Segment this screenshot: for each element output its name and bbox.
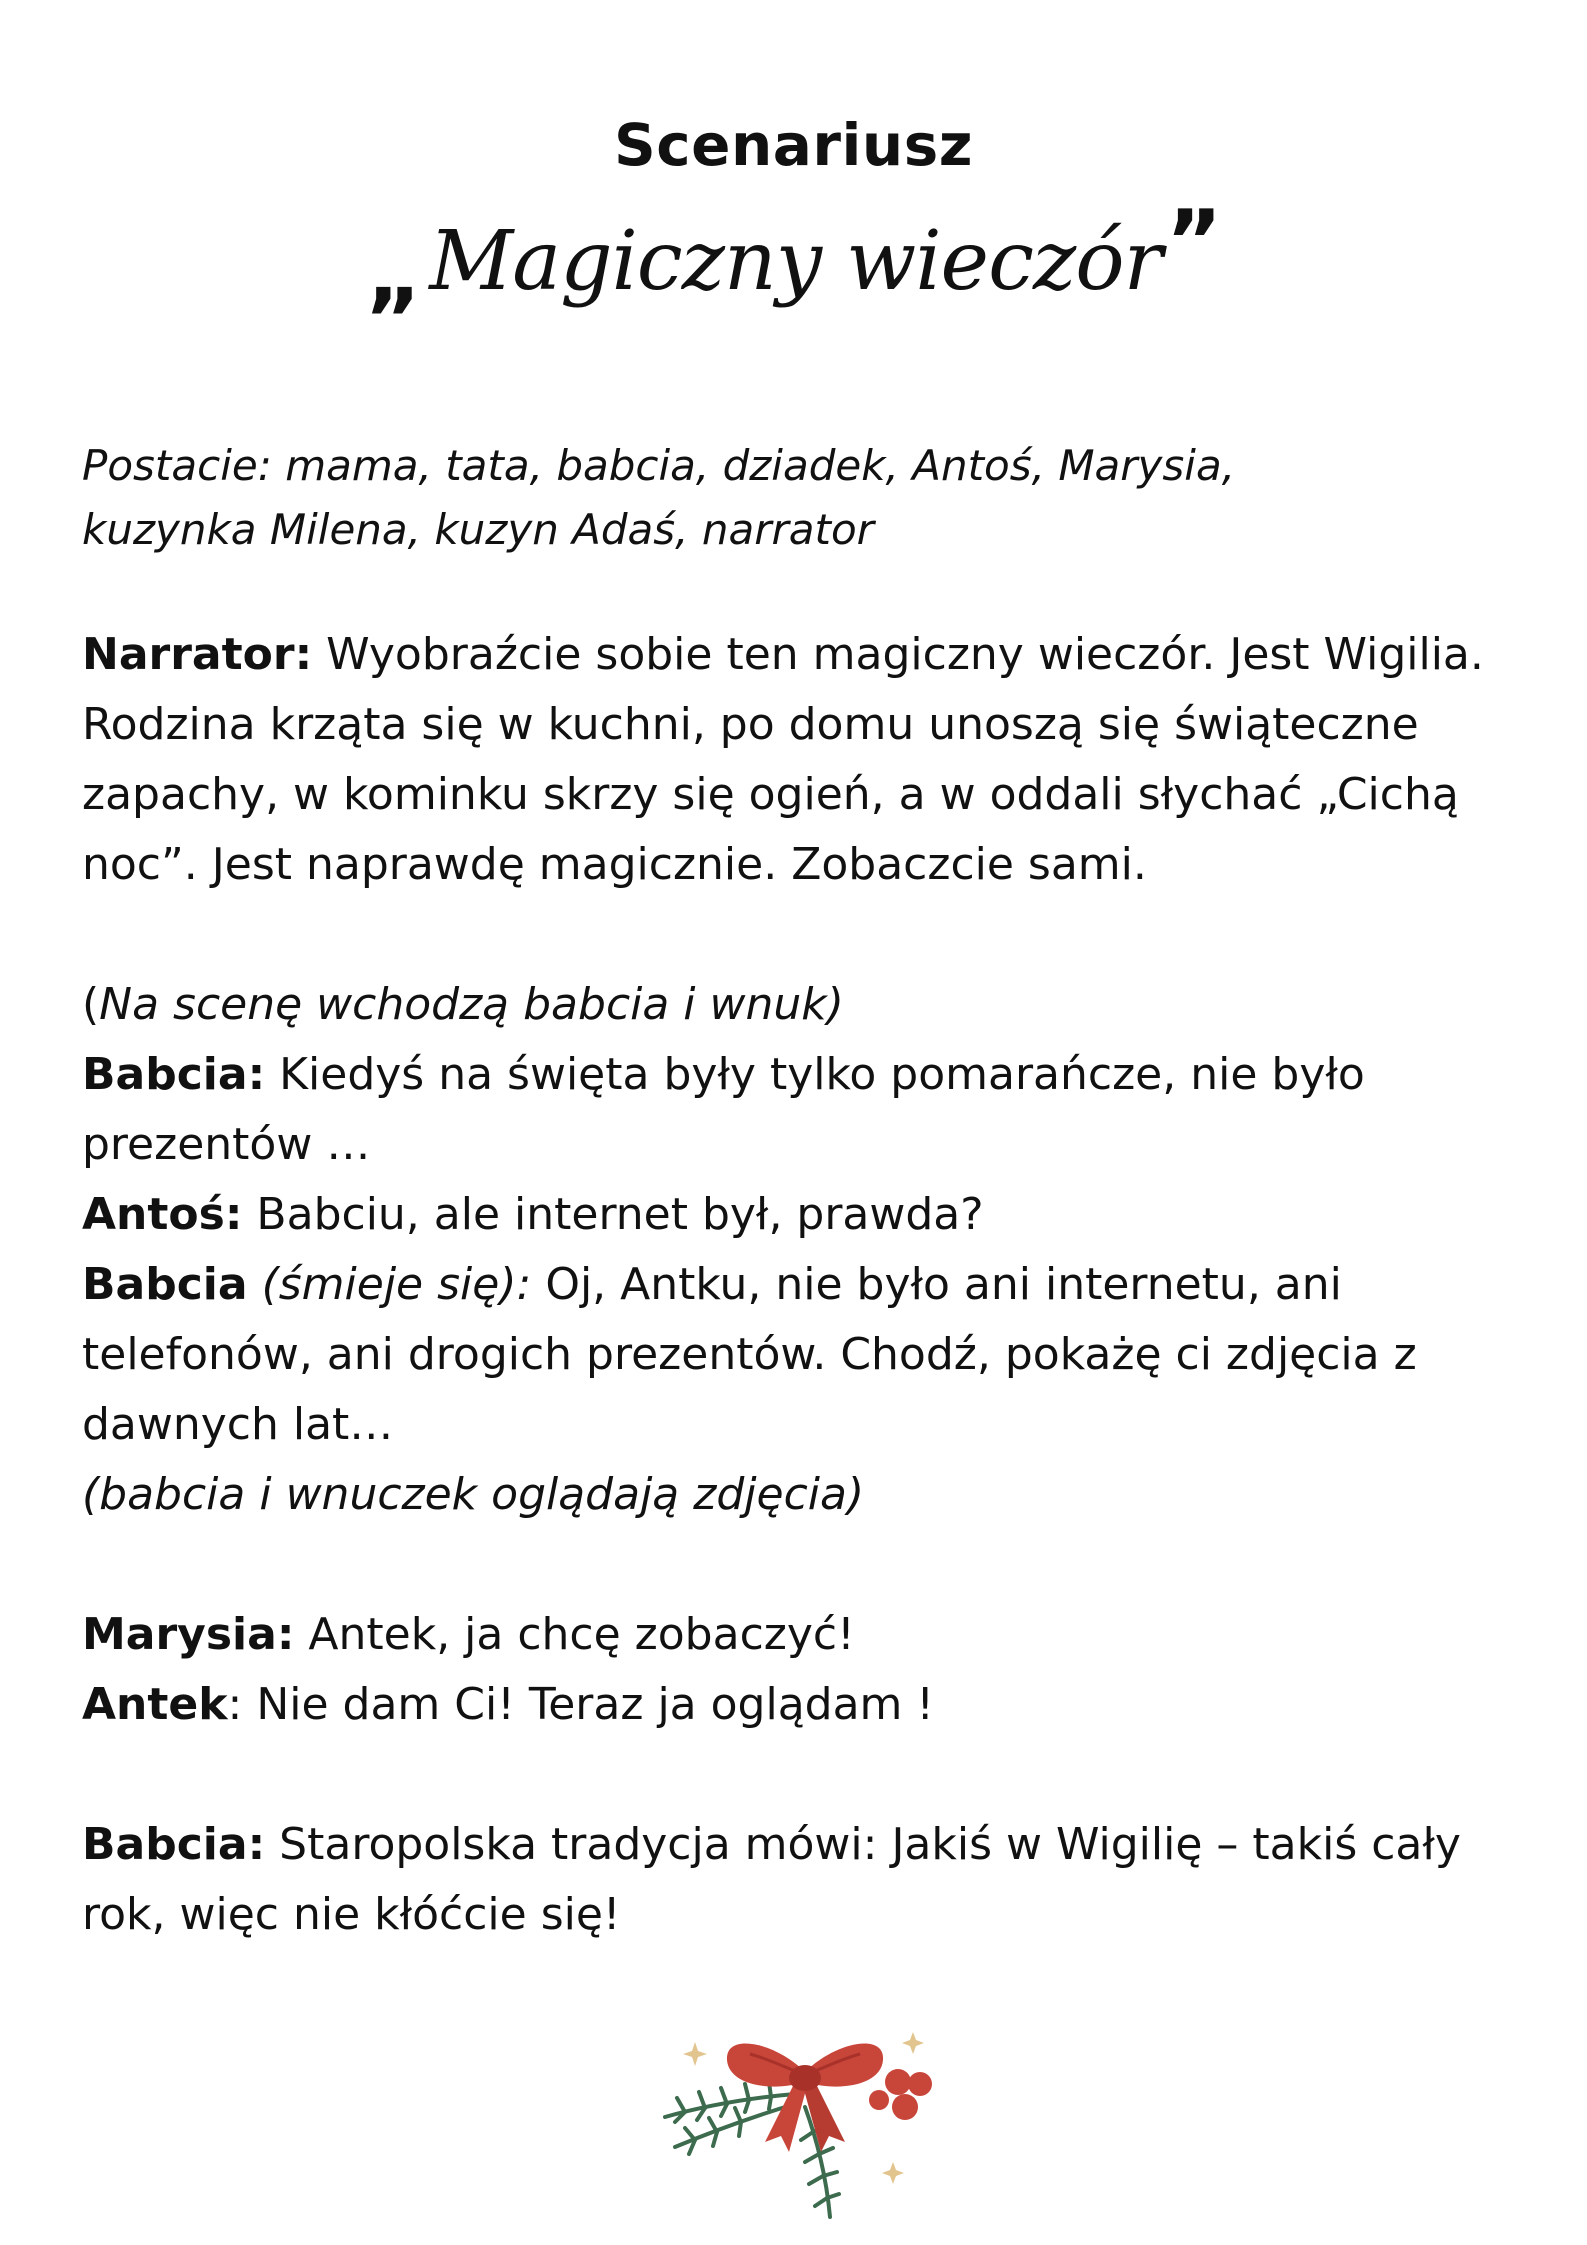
subtitle-quote-open: „ xyxy=(365,224,422,324)
script-content xyxy=(82,434,1512,1950)
berries-icon xyxy=(869,2069,932,2120)
sparkle-icon xyxy=(683,2042,707,2066)
speaker-marysia: Marysia: xyxy=(82,1609,295,1660)
spacer xyxy=(82,1740,1512,1810)
speaker-babcia: Babcia xyxy=(82,1259,248,1310)
stage-direction: (babcia i wnuczek oglądają zdjęcia) xyxy=(82,1469,865,1520)
speaker-direction: (śmieje się): xyxy=(247,1259,532,1310)
speaker-antek: Antek xyxy=(82,1679,228,1730)
line-text: Antek, ja chcę zobaczyć! xyxy=(294,1609,855,1660)
document-subtitle xyxy=(0,192,1587,324)
babcia-line xyxy=(82,1810,1512,1950)
antek-line xyxy=(82,1670,1512,1740)
stage-direction-text: Na scenę wchodzą babcia i wnuk) xyxy=(99,979,844,1030)
christmas-bow-icon xyxy=(655,2012,955,2222)
subtitle-text: Magiczny wieczór xyxy=(429,214,1162,309)
line-text: Staropolska tradycja mówi: Jakiś w Wigilię – takiś cały rok, więc nie kłóćcie się! xyxy=(82,1819,1461,1940)
line-text: Babciu, ale internet był, prawda? xyxy=(242,1189,984,1240)
antos-line xyxy=(82,1180,1512,1250)
line-text: Wyobraźcie sobie ten magiczny wieczór. Jest Wigilia. Rodzina krząta się w kuchni, po domu unoszą się świąteczne zapachy, w kominku skrzy się ogień, a w oddali słychać „Cichą noc”. Jest naprawdę magicznie. Zobaczcie sami. xyxy=(82,629,1484,890)
stage-direction xyxy=(82,970,1512,1040)
speaker-narrator: Narrator: xyxy=(82,629,313,680)
document-title: Scenariusz xyxy=(614,111,973,179)
sparkle-icon xyxy=(902,2032,924,2054)
stage-direction-paren: ( xyxy=(82,979,100,1030)
speaker-babcia: Babcia: xyxy=(82,1819,266,1870)
spacer xyxy=(82,900,1512,970)
spacer xyxy=(82,1530,1512,1600)
subtitle-quote-close: ” xyxy=(1165,192,1222,292)
speaker-antos: Antoś: xyxy=(82,1189,243,1240)
spacer xyxy=(82,562,1512,620)
narrator-line xyxy=(82,620,1512,900)
marysia-line xyxy=(82,1600,1512,1670)
characters-list: Postacie: mama, tata, babcia, dziadek, Antoś, Marysia, kuzynka Milena, kuzyn Adaś, narrator xyxy=(82,441,1236,554)
line-text: : Nie dam Ci! Teraz ja oglądam ! xyxy=(227,1679,935,1730)
line-text: Kiedyś na święta były tylko pomarańcze, nie było prezentów … xyxy=(82,1049,1365,1170)
line-text: Oj, Antku, nie było ani internetu, ani telefonów, ani drogich prezentów. Chodź, pokażę ci zdjęcia z dawnych lat… xyxy=(82,1259,1417,1450)
sparkle-icon xyxy=(882,2162,904,2184)
babcia-line xyxy=(82,1250,1512,1460)
babcia-line xyxy=(82,1040,1512,1180)
speaker-babcia: Babcia: xyxy=(82,1049,266,1100)
